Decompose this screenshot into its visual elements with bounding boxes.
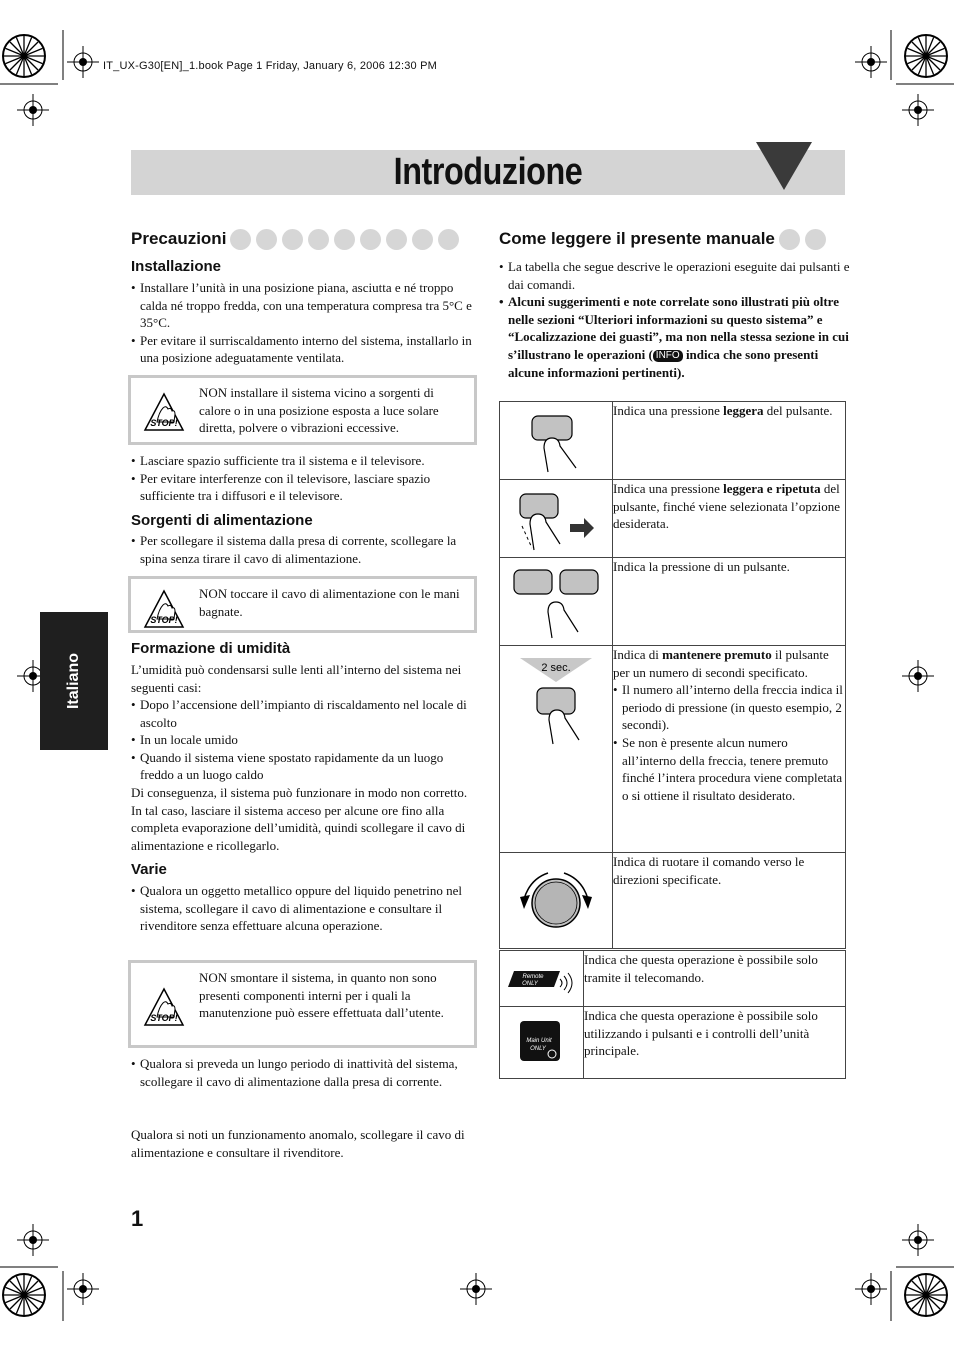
umidita-list [131,696,476,784]
manuale-list [499,258,854,381]
list-item: • Per evitare interferenze con il televisore, lasciare spazio sufficiente tra i diffusori e il televisore. [140,470,476,505]
warning-text: NON toccare il cavo di alimentazione con le mani bagnate. [199,586,460,619]
varie-list-2 [131,1055,476,1090]
hold-text: Indica di mantenere premuto il pulsante per un numero di secondi specificato. • Il numero all’interno della freccia indica il periodo di pressione (in questo esempio, 2 secondi). • Se non è presente alcun numero all’interno della freccia, tenere premuto finché l’intera procedura viene completata o si ottiene il risultato desiderato. [613,646,846,853]
page-number: 1 [131,1206,144,1231]
rotate-knob-icon [500,853,612,943]
remote-icon-text-1: Remote [522,974,544,980]
hold-list [613,681,845,804]
warning-box-installazione [128,375,477,445]
installazione-list [131,279,476,367]
press-text: Indica la pressione di un pulsante. [613,558,846,646]
heading-dots [779,229,826,250]
heading-dots [230,229,459,250]
precauzioni-title: Precauzioni [131,229,227,248]
language-tab-label: Italiano [65,652,82,710]
rotate-text: Indica di ruotare il comando verso le direzioni specificate. [613,853,846,949]
main-icon-text-1: Main Unit [526,1038,552,1044]
hold-arrow-label: 2 sec. [541,662,571,674]
umidita-outro: Di conseguenza, il sistema può funzionare in modo non corretto. In tal caso, lasciare il sistema acceso per alcune ore fino alla completa evaporazione dell’umidità, quindi scollegare il cavo di alimentazione e ricollegarlo. [131,785,468,853]
list-item: • Qualora un oggetto metallico oppure del liquido penetrino nel sistema, scollegare il cavo di alimentazione e consultare il rivenditore senza effettuare alcuna operazione. [140,882,476,935]
press-light-icon-cell [500,402,613,480]
list-item: • Per evitare il surriscaldamento interno del sistema, installarlo in una posizione adeguatamente ventilata. [140,332,476,367]
press-icon-cell [500,558,613,646]
stop-hand-icon [143,392,185,432]
press-button-icon [500,402,612,474]
main-icon-text-2: ONLY [530,1046,546,1052]
manuale-heading [499,227,845,251]
hold-button-icon [500,646,612,766]
list-item: • La tabella che segue descrive le operazioni eseguite dai pulsanti e dai comandi. [508,258,854,293]
only-table [499,950,846,1079]
varie-list [131,882,476,935]
list-item: • Dopo l’accensione dell’impianto di riscaldamento nel locale di ascolto [140,696,476,731]
stop-label: STOP! [150,1013,178,1023]
alimentazione-list [131,532,476,567]
precauzioni-heading [131,227,476,251]
installazione-list-2 [131,452,476,505]
list-item: • Quando il sistema viene spostato rapidamente da un luogo freddo a un luogo caldo [140,749,476,784]
table-row [500,480,846,558]
remote-icon-text-2: ONLY [522,981,538,987]
title-bar [131,150,845,195]
stop-label: STOP! [150,615,178,625]
page-title: Introduzione [393,151,583,193]
hold-icon-cell [500,646,613,853]
rotate-icon-cell [500,853,613,949]
remote-only-text: Indica che questa operazione è possibile solo tramite il telecomando. [584,951,846,1007]
table-row [500,646,846,853]
list-item: • Il numero all’interno della freccia indica il periodo di pressione (in questo esempio, 2 secondi). [622,681,845,734]
table-row [500,853,846,949]
main-unit-only-icon-cell [500,1007,584,1079]
warning-text: NON smontare il sistema, in quanto non sono presenti componenti interni per i quali la manutenzione può essere effettuata dall’utente. [199,970,444,1021]
warning-box-alimentazione [128,576,477,633]
left-column [131,227,476,251]
manuale-title: Come leggere il presente manuale [499,229,775,248]
title-triangle-dark [756,142,812,190]
main-unit-only-icon [500,1007,583,1073]
list-item: • Per scollegare il sistema dalla presa di corrente, scollegare la spina senza tirare il cavo di alimentazione. [140,532,476,567]
list-item: • In un locale umido [140,731,476,749]
umidita-intro: L’umidità può condensarsi sulle lenti all’interno del sistema nei seguenti casi: [131,662,462,695]
stop-hand-icon [143,589,185,629]
info-badge: INFO [653,350,683,362]
warning-box-varie [128,960,477,1048]
umidita-title: Formazione di umidità [131,640,291,657]
file-header: IT_UX-G30[EN]_1.book Page 1 Friday, January 6, 2006 12:30 PM [103,60,438,72]
press-repeat-icon-cell [500,480,613,558]
stop-label: STOP! [150,418,178,428]
varie-title: Varie [131,861,167,878]
list-item: • Installare l’unità in una posizione piana, asciutta e né troppo calda né troppo fredda, con una temperatura compresa tra 5°C e 35°C. [140,279,476,332]
installazione-title: Installazione [131,258,222,275]
table-row [500,402,846,480]
table-row [500,558,846,646]
main-unit-only-text: Indica che questa operazione è possibile solo utilizzando i pulsanti e i controlli dell’unità principale. [584,1007,846,1079]
operations-table [499,401,846,949]
remote-only-icon-cell [500,951,584,1007]
warning-text: NON installare il sistema vicino a sorgenti di calore o in una posizione esposta a luce solare diretta, polvere o vibrazioni eccessive. [199,385,439,436]
press-light-text: Indica una pressione leggera del pulsante. [613,402,846,480]
alimentazione-title: Sorgenti di alimentazione [131,512,313,529]
press-repeat-icon [500,480,612,552]
list-item: • Qualora si preveda un lungo periodo di inattività del sistema, scollegare il cavo di alimentazione dalla presa di corrente. [140,1055,476,1090]
remote-only-icon [500,951,583,1001]
press-two-buttons-icon [500,558,612,640]
list-item: • Lasciare spazio sufficiente tra il sistema e il televisore. [140,452,476,470]
table-row [500,1007,846,1079]
varie-final: Qualora si noti un funzionamento anomalo, scollegare il cavo di alimentazione e consultare il rivenditore. [131,1127,465,1160]
press-repeat-text: Indica una pressione leggera e ripetuta del pulsante, finché viene selezionata l’opzione desiderata. [613,480,846,558]
table-row [500,951,846,1007]
list-item: • Se non è presente alcun numero all’interno della freccia, tenere premuto finché l’intera procedura viene completata o si ottiene il risultato desiderato. [622,734,845,804]
stop-hand-icon [143,987,185,1027]
right-column [499,227,845,251]
list-item: • Alcuni suggerimenti e note correlate sono illustrati più oltre nelle sezioni “Ulteriori informazioni su questo sistema” e “Localizzazione dei guasti”, ma non nella stessa sezione in cui s’illustrano le operazioni ( INFO indica che sono presenti alcune informazioni pertinenti). [508,293,854,381]
language-tab [40,612,108,750]
